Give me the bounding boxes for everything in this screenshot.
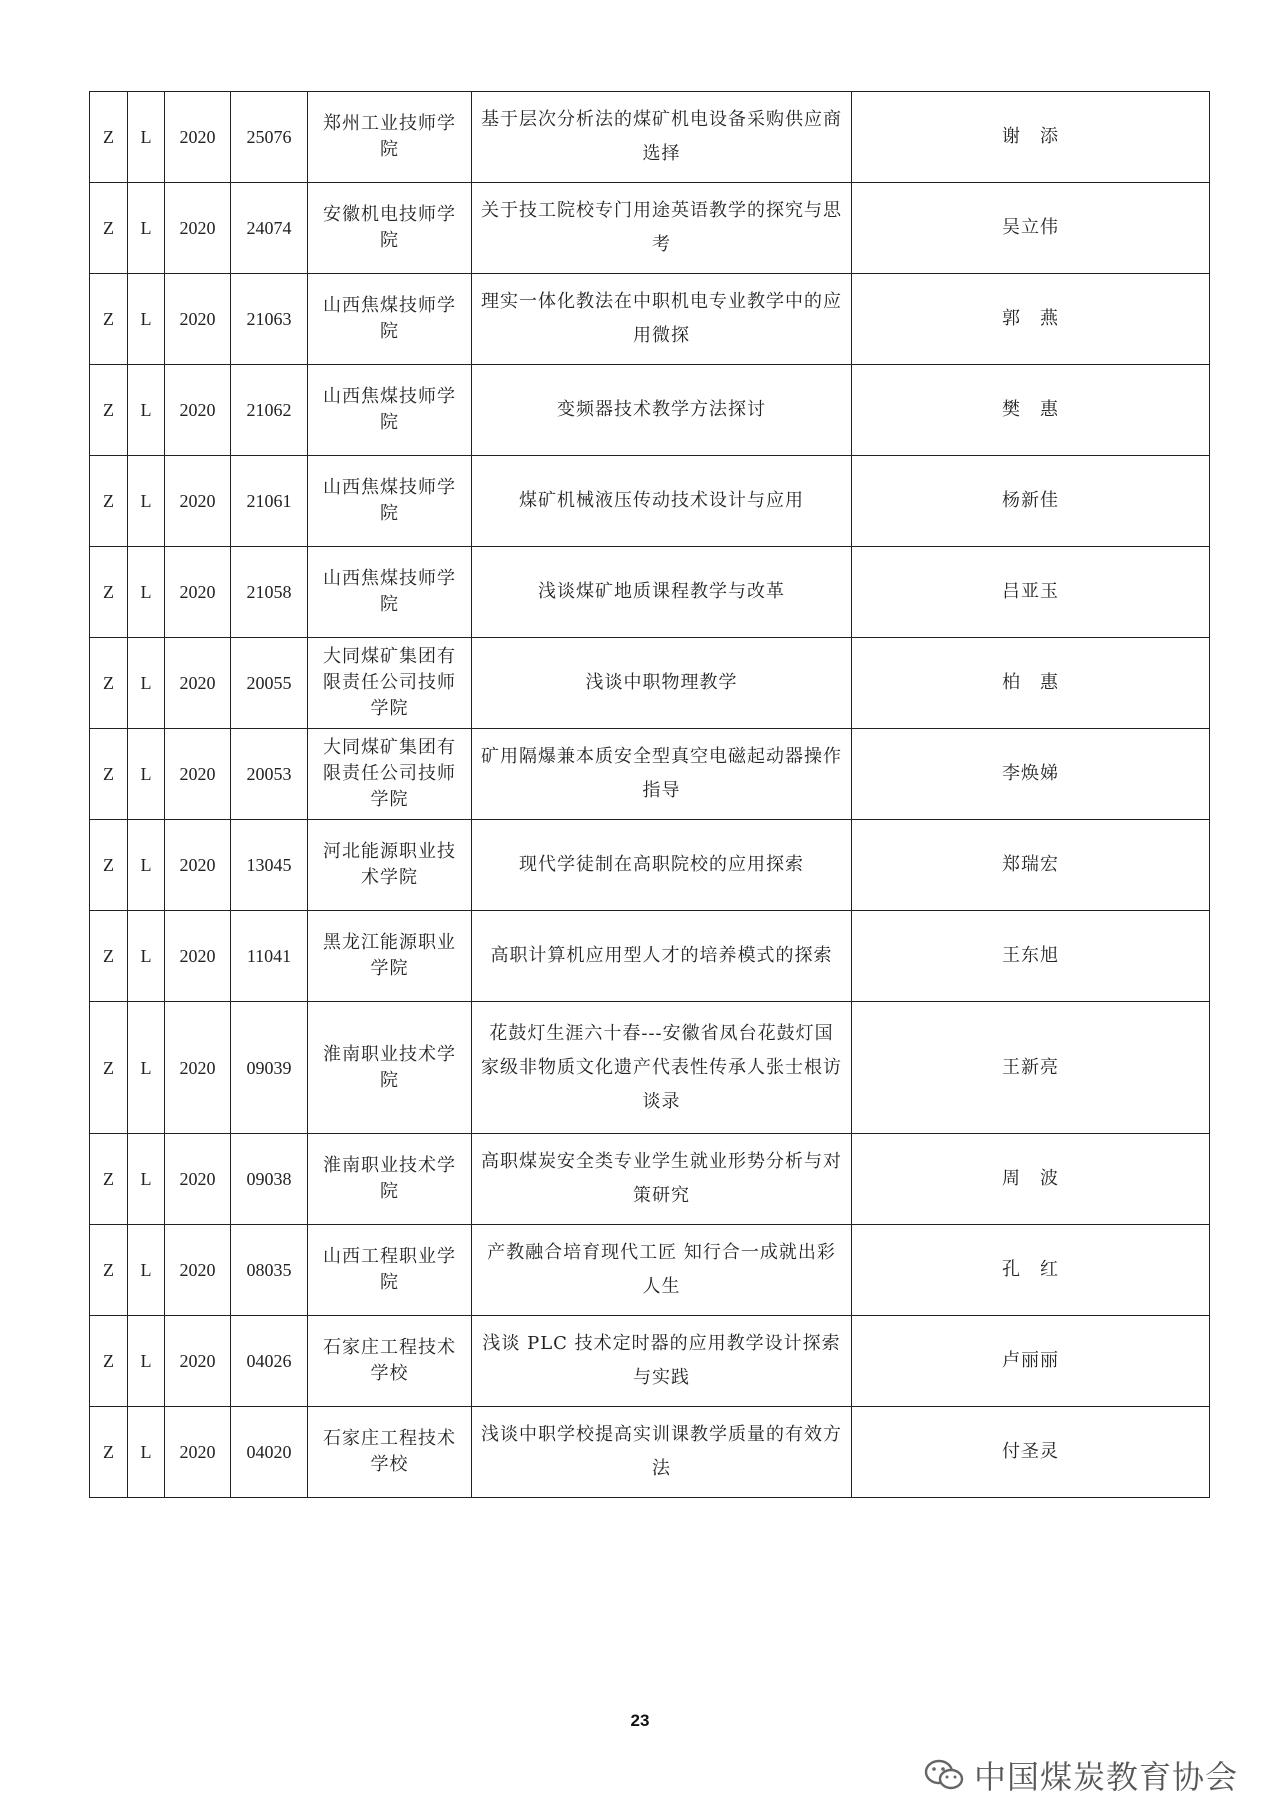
wechat-icon bbox=[924, 1758, 964, 1792]
table-cell-code: 09038 bbox=[231, 1134, 308, 1225]
table-cell-title: 煤矿机械液压传动技术设计与应用 bbox=[472, 456, 852, 547]
table-cell-code: 21058 bbox=[231, 547, 308, 638]
table-cell-code: 13045 bbox=[231, 820, 308, 911]
records-table bbox=[89, 91, 1210, 1498]
table-cell-type: Z bbox=[90, 456, 128, 547]
table-cell-title: 高职煤炭安全类专业学生就业形势分析与对策研究 bbox=[472, 1134, 852, 1225]
table-row bbox=[90, 183, 1210, 274]
table-cell-type: Z bbox=[90, 729, 128, 820]
table-cell-unit: 山西焦煤技师学院 bbox=[308, 547, 472, 638]
table-cell-author: 周 波 bbox=[852, 1134, 1210, 1225]
table-cell-title: 现代学徒制在高职院校的应用探索 bbox=[472, 820, 852, 911]
table-cell-level: L bbox=[128, 1316, 165, 1407]
table-cell-title: 基于层次分析法的煤矿机电设备采购供应商选择 bbox=[472, 92, 852, 183]
table-row bbox=[90, 365, 1210, 456]
table-cell-author: 李焕娣 bbox=[852, 729, 1210, 820]
table-cell-level: L bbox=[128, 456, 165, 547]
table-cell-author: 孔 红 bbox=[852, 1225, 1210, 1316]
table-cell-year: 2020 bbox=[165, 1316, 231, 1407]
table-cell-unit: 黑龙江能源职业学院 bbox=[308, 911, 472, 1002]
table-cell-year: 2020 bbox=[165, 456, 231, 547]
table-cell-level: L bbox=[128, 638, 165, 729]
table-cell-code: 04026 bbox=[231, 1316, 308, 1407]
table-cell-author: 杨新佳 bbox=[852, 456, 1210, 547]
table-cell-title: 矿用隔爆兼本质安全型真空电磁起动器操作指导 bbox=[472, 729, 852, 820]
table-cell-type: Z bbox=[90, 1002, 128, 1134]
table-cell-year: 2020 bbox=[165, 638, 231, 729]
table-cell-type: Z bbox=[90, 1316, 128, 1407]
table-cell-unit: 山西焦煤技师学院 bbox=[308, 456, 472, 547]
table-cell-level: L bbox=[128, 92, 165, 183]
table-cell-year: 2020 bbox=[165, 547, 231, 638]
table-row bbox=[90, 1316, 1210, 1407]
table-cell-code: 20055 bbox=[231, 638, 308, 729]
table-cell-type: Z bbox=[90, 92, 128, 183]
table-cell-author: 柏 惠 bbox=[852, 638, 1210, 729]
table-cell-year: 2020 bbox=[165, 365, 231, 456]
table-cell-code: 04020 bbox=[231, 1407, 308, 1498]
table-cell-type: Z bbox=[90, 1134, 128, 1225]
table-row bbox=[90, 638, 1210, 729]
table-cell-level: L bbox=[128, 183, 165, 274]
records-table-body bbox=[90, 92, 1210, 1498]
table-cell-author: 卢丽丽 bbox=[852, 1316, 1210, 1407]
table-cell-type: Z bbox=[90, 274, 128, 365]
table-cell-type: Z bbox=[90, 365, 128, 456]
page-number: 23 bbox=[630, 1711, 650, 1730]
table-cell-title: 产教融合培育现代工匠 知行合一成就出彩人生 bbox=[472, 1225, 852, 1316]
table-row bbox=[90, 1134, 1210, 1225]
table-row bbox=[90, 1225, 1210, 1316]
table-cell-title: 浅谈煤矿地质课程教学与改革 bbox=[472, 547, 852, 638]
table-cell-type: Z bbox=[90, 911, 128, 1002]
table-cell-author: 吕亚玉 bbox=[852, 547, 1210, 638]
table-cell-code: 20053 bbox=[231, 729, 308, 820]
table-cell-unit: 石家庄工程技术学校 bbox=[308, 1316, 472, 1407]
table-cell-author: 付圣灵 bbox=[852, 1407, 1210, 1498]
table-cell-unit: 山西焦煤技师学院 bbox=[308, 274, 472, 365]
table-cell-author: 谢 添 bbox=[852, 92, 1210, 183]
table-cell-unit: 淮南职业技术学院 bbox=[308, 1002, 472, 1134]
table-cell-level: L bbox=[128, 1134, 165, 1225]
table-cell-year: 2020 bbox=[165, 1225, 231, 1316]
table-cell-code: 25076 bbox=[231, 92, 308, 183]
table-cell-title: 关于技工院校专门用途英语教学的探究与思考 bbox=[472, 183, 852, 274]
table-cell-level: L bbox=[128, 1002, 165, 1134]
table-cell-title: 花鼓灯生涯六十春---安徽省凤台花鼓灯国家级非物质文化遗产代表性传承人张士根访谈录 bbox=[472, 1002, 852, 1134]
table-cell-author: 王东旭 bbox=[852, 911, 1210, 1002]
table-cell-title: 理实一体化教法在中职机电专业教学中的应用微探 bbox=[472, 274, 852, 365]
table-cell-unit: 山西焦煤技师学院 bbox=[308, 365, 472, 456]
table-cell-unit: 大同煤矿集团有限责任公司技师学院 bbox=[308, 729, 472, 820]
table-cell-year: 2020 bbox=[165, 274, 231, 365]
table-cell-year: 2020 bbox=[165, 1002, 231, 1134]
table-cell-author: 郭 燕 bbox=[852, 274, 1210, 365]
table-cell-code: 21061 bbox=[231, 456, 308, 547]
table-cell-code: 11041 bbox=[231, 911, 308, 1002]
table-cell-unit: 安徽机电技师学院 bbox=[308, 183, 472, 274]
table-cell-title: 浅谈 PLC 技术定时器的应用教学设计探索与实践 bbox=[472, 1316, 852, 1407]
table-row bbox=[90, 729, 1210, 820]
table-cell-code: 24074 bbox=[231, 183, 308, 274]
table-row bbox=[90, 1002, 1210, 1134]
table-row bbox=[90, 456, 1210, 547]
table-cell-unit: 石家庄工程技术学校 bbox=[308, 1407, 472, 1498]
table-row bbox=[90, 274, 1210, 365]
table-cell-unit: 山西工程职业学院 bbox=[308, 1225, 472, 1316]
table-row bbox=[90, 92, 1210, 183]
table-cell-level: L bbox=[128, 1407, 165, 1498]
table-cell-year: 2020 bbox=[165, 1134, 231, 1225]
table-cell-title: 高职计算机应用型人才的培养模式的探索 bbox=[472, 911, 852, 1002]
table-cell-unit: 淮南职业技术学院 bbox=[308, 1134, 472, 1225]
table-cell-year: 2020 bbox=[165, 911, 231, 1002]
table-cell-title: 浅谈中职物理教学 bbox=[472, 638, 852, 729]
table-cell-level: L bbox=[128, 729, 165, 820]
table-cell-type: Z bbox=[90, 1407, 128, 1498]
table-cell-code: 21063 bbox=[231, 274, 308, 365]
table-cell-level: L bbox=[128, 547, 165, 638]
table-row bbox=[90, 547, 1210, 638]
table-cell-author: 樊 惠 bbox=[852, 365, 1210, 456]
table-row bbox=[90, 820, 1210, 911]
table-cell-type: Z bbox=[90, 638, 128, 729]
table-cell-type: Z bbox=[90, 547, 128, 638]
table-cell-type: Z bbox=[90, 1225, 128, 1316]
table-cell-level: L bbox=[128, 365, 165, 456]
table-cell-year: 2020 bbox=[165, 1407, 231, 1498]
watermark bbox=[924, 1752, 1238, 1798]
table-cell-year: 2020 bbox=[165, 183, 231, 274]
table-row bbox=[90, 1407, 1210, 1498]
table-cell-type: Z bbox=[90, 820, 128, 911]
table-cell-unit: 大同煤矿集团有限责任公司技师学院 bbox=[308, 638, 472, 729]
watermark-text: 中国煤炭教育协会 bbox=[973, 1758, 1238, 1796]
table-cell-author: 郑瑞宏 bbox=[852, 820, 1210, 911]
table-cell-author: 王新亮 bbox=[852, 1002, 1210, 1134]
table-cell-level: L bbox=[128, 1225, 165, 1316]
table-cell-level: L bbox=[128, 911, 165, 1002]
table-cell-level: L bbox=[128, 820, 165, 911]
table-cell-level: L bbox=[128, 274, 165, 365]
table-cell-unit: 河北能源职业技术学院 bbox=[308, 820, 472, 911]
table-cell-year: 2020 bbox=[165, 92, 231, 183]
table-cell-code: 21062 bbox=[231, 365, 308, 456]
table-cell-title: 变频器技术教学方法探讨 bbox=[472, 365, 852, 456]
table-cell-code: 09039 bbox=[231, 1002, 308, 1134]
table-cell-author: 吴立伟 bbox=[852, 183, 1210, 274]
table-cell-unit: 郑州工业技师学院 bbox=[308, 92, 472, 183]
table-cell-year: 2020 bbox=[165, 820, 231, 911]
table-row bbox=[90, 911, 1210, 1002]
table-cell-type: Z bbox=[90, 183, 128, 274]
table-cell-year: 2020 bbox=[165, 729, 231, 820]
table-cell-code: 08035 bbox=[231, 1225, 308, 1316]
table-cell-title: 浅谈中职学校提高实训课教学质量的有效方法 bbox=[472, 1407, 852, 1498]
